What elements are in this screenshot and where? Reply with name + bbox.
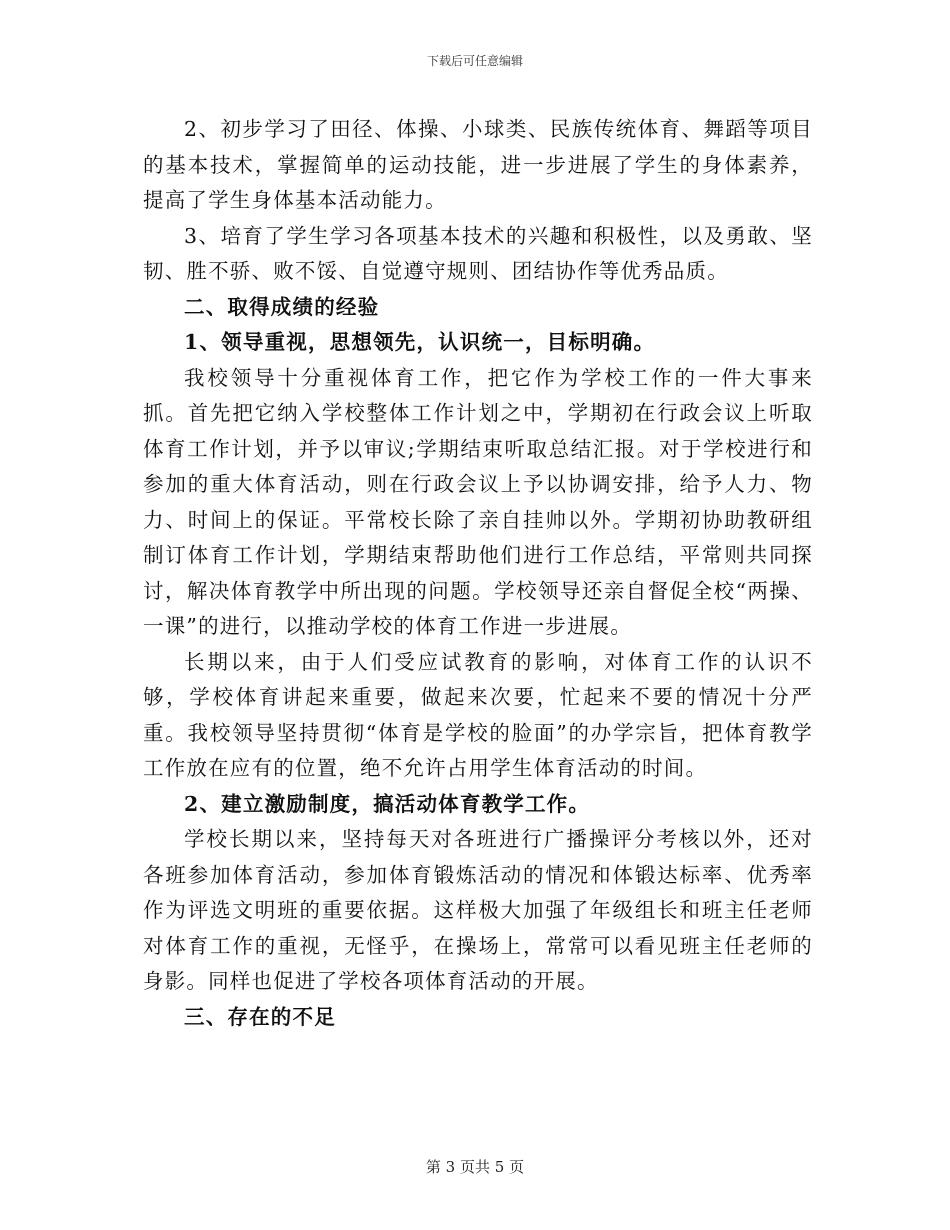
subsection-heading-2: 2、建立激励制度，搞活动体育教学工作。 — [184, 791, 591, 816]
paragraph-incentive: 学校长期以来，坚持每天对各班进行广播操评分考核以外，还对各班参加体育活动，参加体育锻炼活动的情况和体锻达标率、优秀率作为评选文明班的重要依据。这样极大加强了年级组长和班主任老师对体育工作的重视，无怪乎，在操场上，常常可以看见班主任老师的身影。同样也促进了学校各项体育活动的开展。 — [143, 827, 813, 993]
paragraph-long-term: 长期以来，由于人们受应试教育的影响，对体育工作的认识不够，学校体育讲起来重要，做起来次要，忙起来不要的情况十分严重。我校领导坚持贯彻“体育是学校的脸面”的办学宗旨，把体育教学工作放在应有的位置，绝不允许占用学生体育活动的时间。 — [143, 649, 813, 780]
paragraph-2: 2、初步学习了田径、体操、小球类、民族传统体育、舞蹈等项目的基本技术，掌握简单的运动技能，进一步进展了学生的身体素养，提高了学生身体基本活动能力。 — [143, 117, 813, 212]
page-header: 下载后可任意编辑 — [426, 54, 523, 68]
section-heading-3: 三、存在的不足 — [184, 1004, 336, 1029]
paragraph-leadership: 我校领导十分重视体育工作，把它作为学校工作的一件大事来抓。首先把它纳入学校整体工作计划之中，学期初在行政会议上听取体育工作计划，并予以审议;学期结束听取总结汇报。对于学校进行和参加的重大体育活动，则在行政会议上予以协调安排，给予人力、物力、时间上的保证。平常校长除了亲自挂帅以外。学期初协助教研组制订体育工作计划，学期结束帮助他们进行工作总结，平常则共同探讨，解决体育教学中所出现的问题。学校领导还亲自督促全校“两操、一课”的进行，以推动学校的体育工作进一步进展。 — [143, 365, 813, 638]
document-body — [143, 112, 813, 1035]
subsection-heading-1: 1、领导重视，思想领先，认识统一，目标明确。 — [184, 330, 656, 354]
page-footer: 第 3 页共 5 页 — [425, 1158, 525, 1176]
section-heading-2: 二、取得成绩的经验 — [184, 294, 380, 319]
paragraph-3: 3、培育了学生学习各项基本技术的兴趣和积极性，以及勇敢、坚韧、胜不骄、败不馁、自觉遵守规则、团结协作等优秀品质。 — [143, 223, 813, 283]
